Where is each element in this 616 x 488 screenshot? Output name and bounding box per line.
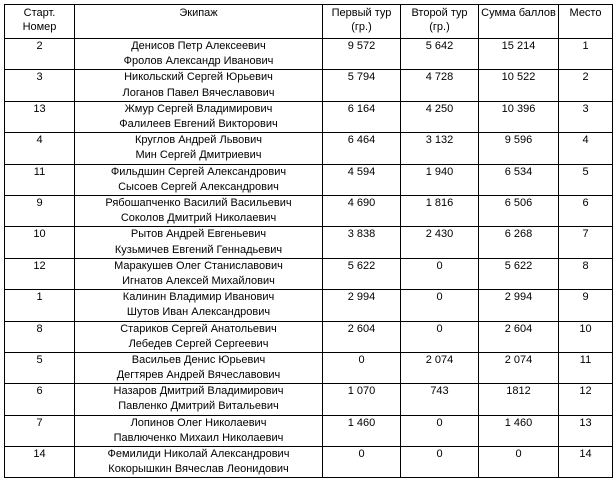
cell-crew [75, 195, 323, 226]
cell-round2 [401, 321, 479, 352]
cell-round1 [323, 70, 401, 101]
round1-score: 4 690 [347, 196, 376, 209]
round2-score: 0 [436, 291, 443, 304]
total-score: 9 596 [504, 134, 533, 147]
place-value: 3 [582, 102, 589, 115]
crew-navigator: Павлюченко Михаил Николаевич [113, 431, 284, 444]
table-row [5, 415, 613, 446]
total-score: 6 268 [504, 228, 533, 241]
cell-round1 [323, 195, 401, 226]
total-score: 10 396 [501, 102, 536, 115]
cell-round1 [323, 164, 401, 195]
cell-total [479, 352, 559, 383]
header-place-label: Место [569, 7, 602, 19]
crew-driver: Рытов Андрей Евгеньевич [130, 228, 267, 241]
round2-score: 0 [436, 448, 443, 461]
round2-score: 0 [436, 416, 443, 429]
start-number: 13 [33, 102, 46, 115]
cell-total [479, 70, 559, 101]
table-body [5, 39, 613, 478]
place-value: 6 [582, 196, 589, 209]
round2-score: 1 940 [425, 165, 454, 178]
total-score: 1 460 [504, 416, 533, 429]
crew-navigator: Фролов Александр Иванович [123, 55, 274, 68]
start-number: 6 [36, 385, 43, 398]
round1-score: 6 164 [347, 102, 376, 115]
crew-navigator: Кузьмичев Евгений Геннадьевич [114, 243, 283, 256]
cell-crew [75, 70, 323, 101]
cell-round2 [401, 384, 479, 415]
cell-start-number [5, 321, 75, 352]
total-score: 2 604 [504, 322, 533, 335]
cell-crew [75, 133, 323, 164]
cell-round1 [323, 321, 401, 352]
cell-total [479, 195, 559, 226]
header-round1 [323, 5, 401, 39]
crew-navigator: Шутов Иван Александрович [126, 306, 271, 319]
start-number: 2 [36, 40, 43, 52]
cell-place [559, 321, 613, 352]
start-number: 8 [36, 322, 43, 335]
crew-driver: Стариков Сергей Анатольевич [120, 322, 277, 335]
cell-total [479, 290, 559, 321]
start-number: 5 [36, 353, 43, 366]
crew-driver: Денисов Петр Алексеевич [131, 40, 266, 52]
total-score: 2 994 [504, 291, 533, 304]
cell-crew [75, 258, 323, 289]
crew-driver: Васильев Денис Юрьевич [131, 353, 266, 366]
results-document [4, 4, 613, 478]
start-number: 1 [36, 291, 43, 304]
crew-driver: Калинин Владимир Иванович [122, 291, 275, 304]
round1-score: 6 464 [347, 134, 376, 147]
cell-round2 [401, 133, 479, 164]
table-row [5, 164, 613, 195]
start-number: 9 [36, 196, 43, 209]
round1-score: 3 838 [347, 228, 376, 241]
cell-total [479, 258, 559, 289]
table-row [5, 290, 613, 321]
crew-navigator: Логанов Павел Вячеславович [122, 86, 275, 99]
cell-place [559, 195, 613, 226]
header-total [479, 5, 559, 39]
cell-round1 [323, 101, 401, 132]
cell-place [559, 101, 613, 132]
cell-crew [75, 384, 323, 415]
header-start-number-line1: Старт. [23, 7, 56, 19]
cell-start-number [5, 447, 75, 478]
round1-score: 0 [358, 448, 365, 461]
round1-score: 1 070 [347, 385, 376, 398]
round2-score: 4 728 [425, 71, 454, 84]
crew-navigator: Фалилеев Евгений Викторович [119, 117, 278, 130]
cell-crew [75, 164, 323, 195]
cell-crew [75, 447, 323, 478]
place-value: 2 [582, 71, 589, 84]
place-value: 5 [582, 165, 589, 178]
header-round1-line1: Первый тур [331, 7, 392, 19]
crew-driver: Никольский Сергей Юрьевич [124, 71, 273, 84]
round1-score: 2 994 [347, 291, 376, 304]
round1-score: 0 [358, 353, 365, 366]
place-value: 11 [579, 353, 592, 366]
cell-round1 [323, 133, 401, 164]
cell-start-number [5, 227, 75, 258]
cell-crew [75, 415, 323, 446]
round1-score: 5 794 [347, 71, 376, 84]
cell-start-number [5, 39, 75, 70]
place-value: 10 [579, 322, 592, 335]
start-number: 7 [36, 416, 43, 429]
total-score: 15 214 [501, 40, 536, 52]
header-crew [75, 5, 323, 39]
round1-score: 1 460 [347, 416, 376, 429]
table-row [5, 258, 613, 289]
round2-score: 3 132 [425, 134, 454, 147]
place-value: 12 [579, 385, 592, 398]
cell-round2 [401, 290, 479, 321]
header-start-number-line2: Номер [22, 21, 57, 33]
cell-start-number [5, 384, 75, 415]
cell-start-number [5, 352, 75, 383]
cell-start-number [5, 195, 75, 226]
cell-total [479, 101, 559, 132]
crew-driver: Фильдшин Сергей Александрович [110, 165, 287, 178]
crew-driver: Лопинов Олег Николаевич [130, 416, 267, 429]
start-number: 11 [33, 165, 46, 178]
round2-score: 743 [430, 385, 449, 398]
place-value: 13 [579, 416, 592, 429]
start-number: 3 [36, 71, 43, 84]
cell-total [479, 415, 559, 446]
cell-start-number [5, 415, 75, 446]
header-round2-line2: (гр.) [429, 21, 450, 33]
round2-score: 2 074 [425, 353, 454, 366]
total-score: 6 506 [504, 196, 533, 209]
cell-round1 [323, 415, 401, 446]
cell-round2 [401, 195, 479, 226]
crew-navigator: Кокорышкин Вячеслав Леонидович [108, 463, 289, 476]
cell-place [559, 352, 613, 383]
cell-start-number [5, 164, 75, 195]
total-score: 5 622 [504, 259, 533, 272]
table-row [5, 352, 613, 383]
cell-total [479, 227, 559, 258]
total-score: 0 [515, 448, 522, 461]
cell-place [559, 70, 613, 101]
crew-navigator: Сысоев Сергей Александрович [118, 180, 279, 193]
start-number: 4 [36, 134, 43, 147]
cell-start-number [5, 101, 75, 132]
cell-place [559, 415, 613, 446]
cell-total [479, 39, 559, 70]
table-row [5, 227, 613, 258]
round1-score: 9 572 [347, 40, 376, 52]
cell-round2 [401, 70, 479, 101]
cell-start-number [5, 258, 75, 289]
crew-driver: Фемилиди Николай Александрович [107, 448, 290, 461]
cell-round1 [323, 447, 401, 478]
crew-navigator: Соколов Дмитрий Николаевич [120, 212, 277, 225]
cell-start-number [5, 70, 75, 101]
place-value: 8 [582, 259, 589, 272]
cell-round1 [323, 39, 401, 70]
cell-total [479, 447, 559, 478]
cell-round1 [323, 352, 401, 383]
header-round2 [401, 5, 479, 39]
cell-round1 [323, 227, 401, 258]
round1-score: 2 604 [347, 322, 376, 335]
cell-place [559, 384, 613, 415]
cell-place [559, 227, 613, 258]
cell-start-number [5, 290, 75, 321]
place-value: 1 [582, 40, 589, 52]
cell-place [559, 39, 613, 70]
place-value: 7 [582, 228, 589, 241]
place-value: 4 [582, 134, 589, 147]
table-row [5, 321, 613, 352]
table-row [5, 70, 613, 101]
cell-place [559, 258, 613, 289]
total-score: 10 522 [501, 71, 536, 84]
start-number: 10 [33, 228, 46, 241]
cell-crew [75, 101, 323, 132]
place-value: 9 [582, 291, 589, 304]
header-round2-line1: Второй тур [411, 7, 468, 19]
crew-driver: Жмур Сергей Владимирович [124, 102, 273, 115]
cell-crew [75, 321, 323, 352]
cell-round2 [401, 164, 479, 195]
round2-score: 5 642 [425, 40, 454, 52]
table-row [5, 447, 613, 478]
cell-place [559, 447, 613, 478]
crew-driver: Назаров Дмитрий Владимирович [113, 385, 284, 398]
total-score: 6 534 [504, 165, 533, 178]
round2-score: 0 [436, 322, 443, 335]
crew-navigator: Павленко Дмитрий Витальевич [118, 400, 279, 413]
cell-place [559, 133, 613, 164]
cell-crew [75, 352, 323, 383]
crew-navigator: Игнатов Алексей Михайлович [122, 274, 275, 287]
cell-total [479, 384, 559, 415]
results-table [4, 4, 613, 478]
cell-crew [75, 290, 323, 321]
table-row [5, 101, 613, 132]
cell-total [479, 164, 559, 195]
table-header [5, 5, 613, 39]
header-crew-label: Экипаж [179, 7, 218, 19]
cell-round2 [401, 352, 479, 383]
crew-driver: Рябошапченко Василий Васильевич [105, 196, 292, 209]
cell-place [559, 290, 613, 321]
cell-round2 [401, 415, 479, 446]
table-row [5, 195, 613, 226]
table-row [5, 384, 613, 415]
round2-score: 1 816 [425, 196, 454, 209]
cell-crew [75, 227, 323, 258]
table-row [5, 133, 613, 164]
cell-start-number [5, 133, 75, 164]
crew-navigator: Лебедев Сергей Сергеевич [128, 337, 269, 350]
cell-place [559, 164, 613, 195]
round1-score: 4 594 [347, 165, 376, 178]
cell-round1 [323, 384, 401, 415]
total-score: 1812 [506, 385, 531, 398]
round1-score: 5 622 [347, 259, 376, 272]
header-row [5, 5, 613, 39]
header-total-label: Сумма баллов [481, 7, 556, 19]
cell-round2 [401, 101, 479, 132]
cell-round2 [401, 227, 479, 258]
crew-navigator: Мин Сергей Дмитриевич [135, 149, 262, 162]
round2-score: 4 250 [425, 102, 454, 115]
header-round1-line2: (гр.) [351, 21, 372, 33]
start-number: 14 [33, 448, 46, 461]
table-row [5, 39, 613, 70]
total-score: 2 074 [504, 353, 533, 366]
crew-navigator: Дегтярев Андрей Вячеславович [116, 369, 281, 382]
cell-total [479, 321, 559, 352]
place-value: 14 [579, 448, 592, 461]
round2-score: 0 [436, 259, 443, 272]
header-start-number [5, 5, 75, 39]
crew-driver: Маракушев Олег Станиславович [114, 259, 283, 272]
cell-round1 [323, 290, 401, 321]
cell-round2 [401, 447, 479, 478]
cell-round2 [401, 39, 479, 70]
round2-score: 2 430 [425, 228, 454, 241]
cell-round2 [401, 258, 479, 289]
start-number: 12 [33, 259, 46, 272]
cell-crew [75, 39, 323, 70]
cell-total [479, 133, 559, 164]
cell-round1 [323, 258, 401, 289]
header-place [559, 5, 613, 39]
crew-driver: Круглов Андрей Львович [134, 134, 262, 147]
